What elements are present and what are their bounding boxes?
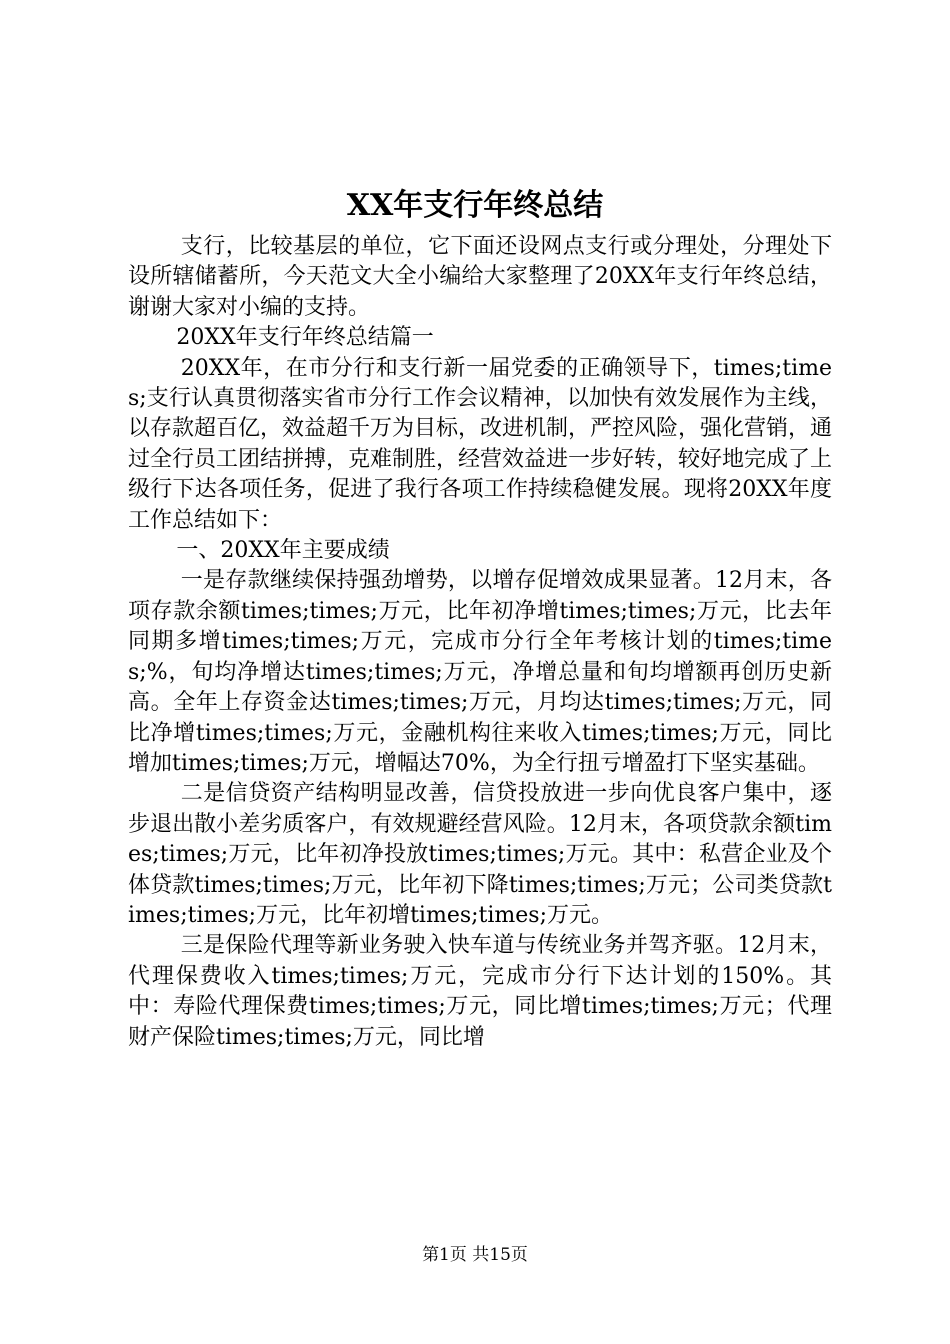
intro-paragraph: 支行，比较基层的单位，它下面还设网点支行或分理处，分理处下设所辖储蓄所，今天范文大全小编给大家整理了20XX年支行年终总结，谢谢大家对小编的支持。: [128, 234, 832, 320]
page-footer: [0, 1244, 950, 1266]
document-body: [128, 232, 832, 1053]
section-heading: 20XX年支行年终总结篇一: [176, 325, 434, 351]
body-paragraph: 三是保险代理等新业务驶入快车道与传统业务并驾齐驱。12月末，代理保费收入times;times;万元，完成市分行下达计划的150%。其中：寿险代理保费times;times;万元，同比增times;times;万元；代理财产保险times;times;万元，同比增: [128, 933, 832, 1050]
subsection-heading: 一、20XX年主要成绩: [176, 538, 390, 564]
body-paragraph: 20XX年，在市分行和支行新一届党委的正确领导下，times;times;支行认真贯彻落实省市分行工作会议精神，以加快有效发展作为主线，以存款超百亿，效益超千万为目标，改进机制，严控风险，强化营销，通过全行员工团结拼搏，克难制胜，经营效益进一步好转，较好地完成了上级行下达各项任务，促进了我行各项工作持续稳健发展。现将20XX年度工作总结如下：: [128, 355, 833, 533]
body-paragraph: 二是信贷资产结构明显改善，信贷投放进一步向优良客户集中，逐步退出散小差劣质客户，有效规避经营风险。12月末，各项贷款余额times;times;万元，比年初净投放times;times;万元。其中：私营企业及个体贷款times;times;万元，比年初下降times;times;万元；公司类贷款times;times;万元，比年初增times;times;万元。: [128, 781, 832, 928]
page-title: XX年支行年终总结: [346, 188, 604, 223]
body-paragraph: 一是存款继续保持强劲增势，以增存促增效成果显著。12月末，各项存款余额times;times;万元，比年初净增times;times;万元，比去年同期多增times;times;万元，完成市分行全年考核计划的times;times;%，旬均净增达times;times;万元，净增总量和旬均增额再创历史新高。全年上存资金达times;times;万元，月均达times;times;万元，同比净增times;times;万元，金融机构往来收入times;times;万元，同比增加times;times;万元，增幅达70%，为全行扭亏增盈打下坚实基础。: [128, 568, 832, 776]
page-number: 第1页 共15页: [422, 1245, 528, 1265]
